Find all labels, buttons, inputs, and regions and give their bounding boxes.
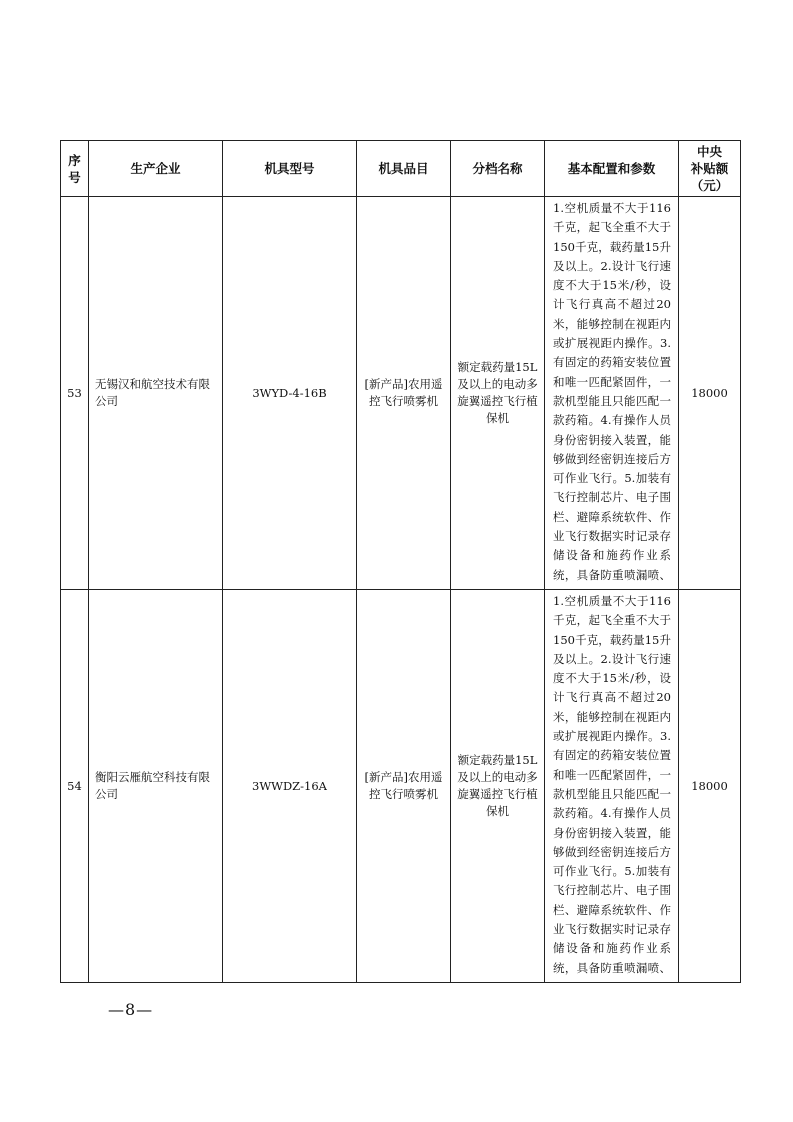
header-seq-line-1: 序 [68, 152, 81, 168]
cell-seq: 53 [61, 197, 89, 590]
header-subsidy-line-1: 中央 [696, 144, 722, 159]
page-number: —8— [108, 1000, 154, 1019]
cell-params [545, 197, 679, 590]
cell-subsidy: 18000 [679, 590, 741, 983]
cell-manufacturer: 衡阳云雁航空科技有限公司 [89, 590, 223, 983]
header-seq [61, 141, 89, 197]
cell-model: 3WYD-4-16B [223, 197, 357, 590]
table-row [61, 197, 741, 590]
table-row [61, 590, 741, 983]
subsidy-table [60, 140, 741, 983]
cell-subsidy: 18000 [679, 197, 741, 590]
cell-category: [新产品]农用遥控飞行喷雾机 [357, 590, 451, 983]
header-subsidy [679, 141, 741, 197]
header-manufacturer: 生产企业 [89, 141, 223, 197]
params-text: 1.空机质量不大于116千克，起飞全重不大于150千克，载药量15升及以上。2.设计飞行速度不大于15米/秒，设计飞行真高不超过20米，能够控制在视距内或扩展视距内操作。3.有固定的药箱安装位置和唯一匹配紧固件，一款机型能且只能匹配一款药箱。4.有操作人员身份密钥接入装置，能够做到经密钥连接后方可作业飞行。5.加装有飞行控制芯片、电子围栏、避障系统软件、作业飞行数据实时记录存储设备和施药作业系统，具备防重喷漏喷、 [553, 594, 671, 975]
header-subsidy-line-3: （元） [690, 178, 729, 193]
params-text: 1.空机质量不大于116千克，起飞全重不大于150千克，载药量15升及以上。2.设计飞行速度不大于15米/秒，设计飞行真高不超过20米，能够控制在视距内或扩展视距内操作。3.有固定的药箱安装位置和唯一匹配紧固件，一款机型能且只能匹配一款药箱。4.有操作人员身份密钥接入装置，能够做到经密钥连接后方可作业飞行。5.加装有飞行控制芯片、电子围栏、避障系统软件、作业飞行数据实时记录存储设备和施药作业系统，具备防重喷漏喷、 [553, 201, 671, 582]
header-tier: 分档名称 [451, 141, 545, 197]
header-subsidy-line-2: 补贴额 [690, 161, 729, 176]
header-params: 基本配置和参数 [545, 141, 679, 197]
cell-category: [新产品]农用遥控飞行喷雾机 [357, 197, 451, 590]
table-header-row [61, 141, 741, 197]
cell-params [545, 590, 679, 983]
cell-tier: 额定载药量15L及以上的电动多旋翼遥控飞行植保机 [451, 590, 545, 983]
cell-seq: 54 [61, 590, 89, 983]
cell-manufacturer: 无锡汉和航空技术有限公司 [89, 197, 223, 590]
header-seq-line-2: 号 [68, 169, 81, 185]
header-model: 机具型号 [223, 141, 357, 197]
cell-model: 3WWDZ-16A [223, 590, 357, 983]
header-category: 机具品目 [357, 141, 451, 197]
cell-tier: 额定载药量15L及以上的电动多旋翼遥控飞行植保机 [451, 197, 545, 590]
